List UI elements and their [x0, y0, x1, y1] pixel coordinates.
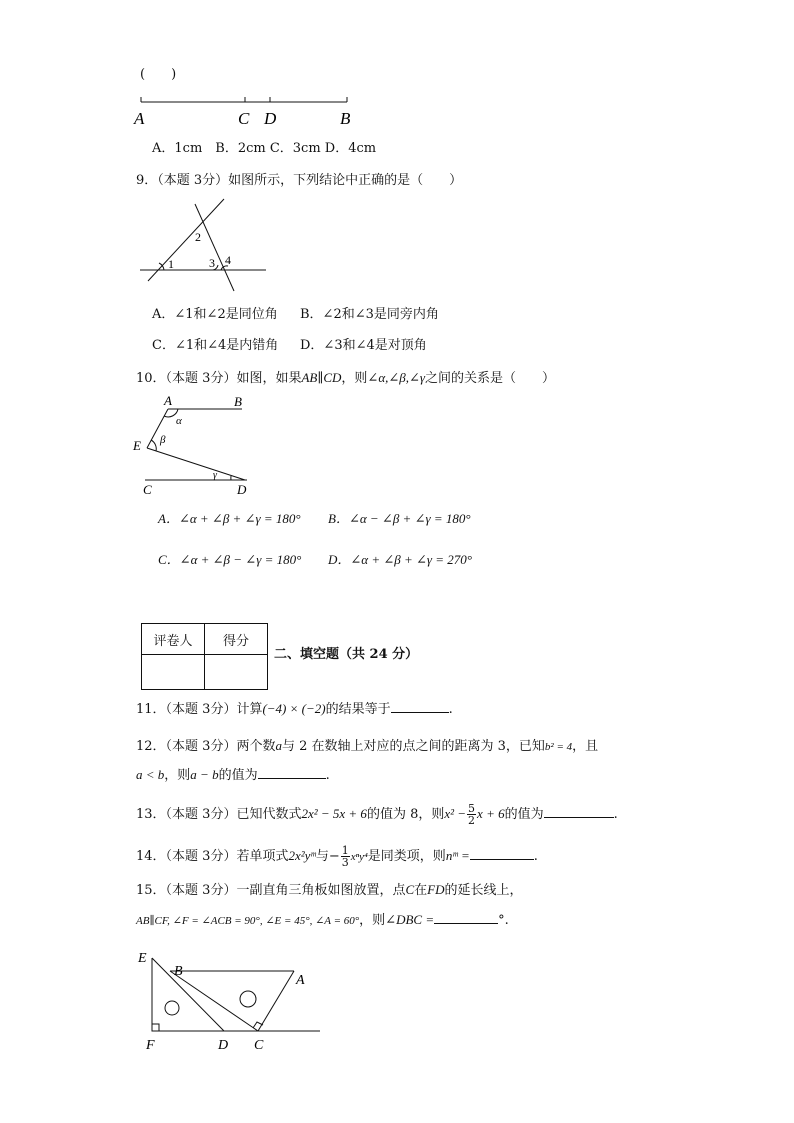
point-c: C [238, 109, 250, 128]
q9-option-c: C．∠1和∠4是内错角 [152, 338, 279, 353]
greek-beta: β [160, 434, 166, 446]
right-angle-f [152, 1024, 159, 1031]
q10-stem: 10．（本题 3分）如图，如果AB∥CD，则∠α,∠β,∠γ之间的关系是（ ） [136, 370, 556, 386]
angle-3: 3 [209, 256, 215, 270]
q12-line1: 12．（本题 3分）两个数a与 2 在数轴上对应的点之间的距离为 3，已知b² = 4，且 [136, 738, 599, 754]
q9-option-a: A．∠1和∠2是同位角 [152, 307, 278, 322]
q10-figure [128, 390, 258, 502]
q8-options: A．1cm B．2cm C．3cm D．4cm [152, 141, 377, 156]
q13-fraction: $\frac{5}{2}$ [468, 802, 476, 827]
score-table-header-grader: 评卷人 [142, 624, 205, 655]
q15-figure [132, 945, 328, 1057]
q11-stem: 11．（本题 3分）计算(−4) × (−2)的结果等于 . [136, 701, 453, 717]
q12-line2: a < b，则a − b的值为 . [136, 767, 330, 783]
q13-answer-blank [544, 805, 614, 818]
greek-alpha: α [176, 415, 182, 427]
q15-line2: AB∥CF, ∠F = ∠ACB = 90°, ∠E = 45°, ∠A = 60°，则∠DBC = °. [136, 912, 509, 928]
line-ed [152, 958, 224, 1031]
point-b: B [340, 109, 351, 128]
triangle-hole-left [165, 1001, 179, 1015]
q9-figure [138, 195, 278, 295]
q8-paren: ( ) [140, 67, 177, 82]
q8-segment-figure [130, 94, 370, 130]
point-e: E [133, 438, 141, 453]
angle-2: 2 [195, 230, 201, 244]
q10-option-b: B．∠α − ∠β + ∠γ = 180° [328, 511, 471, 526]
point-b: B [234, 394, 242, 409]
q14-answer-blank [470, 847, 534, 860]
q10-option-a: A．∠α + ∠β + ∠γ = 180° [158, 511, 301, 526]
line-bc [170, 971, 258, 1031]
q9-stem: 9．（本题 3分）如图所示，下列结论中正确的是（ ） [136, 173, 463, 188]
q10-option-c: C．∠α + ∠β − ∠γ = 180° [158, 552, 302, 567]
q9-option-b: B．∠2和∠3是同旁内角 [300, 307, 439, 322]
point-d: D [218, 1038, 229, 1053]
point-d: D [264, 109, 277, 128]
q12-answer-blank [258, 766, 326, 779]
section-title: 二、填空题（共 24 分） [274, 647, 419, 662]
point-a: A [164, 393, 172, 408]
q9-option-d: D．∠3和∠4是对顶角 [300, 338, 427, 353]
point-d: D [237, 482, 247, 497]
triangle-hole-right [240, 991, 256, 1007]
line-ac [258, 971, 294, 1031]
q14-stem: 14．（本题 3分）若单项式2x²yᵐ与− $\frac{1}{3}$ xⁿy⁴是同类项，则nᵐ = . [136, 844, 538, 869]
q10-option-d: D．∠α + ∠β + ∠γ = 270° [328, 552, 473, 567]
score-table-header-score: 得分 [205, 624, 268, 655]
transversal-2 [195, 204, 234, 291]
point-f: F [146, 1038, 155, 1053]
q15-line1: 15．（本题 3分）一副直角三角板如图放置，点C在FD的延长线上， [136, 882, 523, 898]
q13-stem: 13．（本题 3分）已知代数式2x² − 5x + 6的值为 8，则x² − $\frac{5}{2}$ x + 6的值为 . [136, 802, 618, 827]
q15-answer-blank [434, 911, 498, 924]
point-c: C [254, 1038, 264, 1053]
point-a: A [134, 109, 145, 128]
score-table-grader-cell [142, 655, 205, 690]
line-ed [147, 448, 245, 480]
point-b: B [174, 964, 183, 979]
point-c: C [143, 482, 152, 497]
score-table [141, 623, 268, 690]
q11-answer-blank [391, 700, 449, 713]
angle-1: 1 [168, 257, 174, 271]
q14-fraction: $\frac{1}{3}$ [341, 844, 349, 869]
greek-gamma: γ [213, 470, 217, 481]
point-e: E [138, 951, 147, 966]
point-a: A [296, 973, 305, 988]
angle-4: 4 [225, 253, 231, 267]
score-table-score-cell [205, 655, 268, 690]
